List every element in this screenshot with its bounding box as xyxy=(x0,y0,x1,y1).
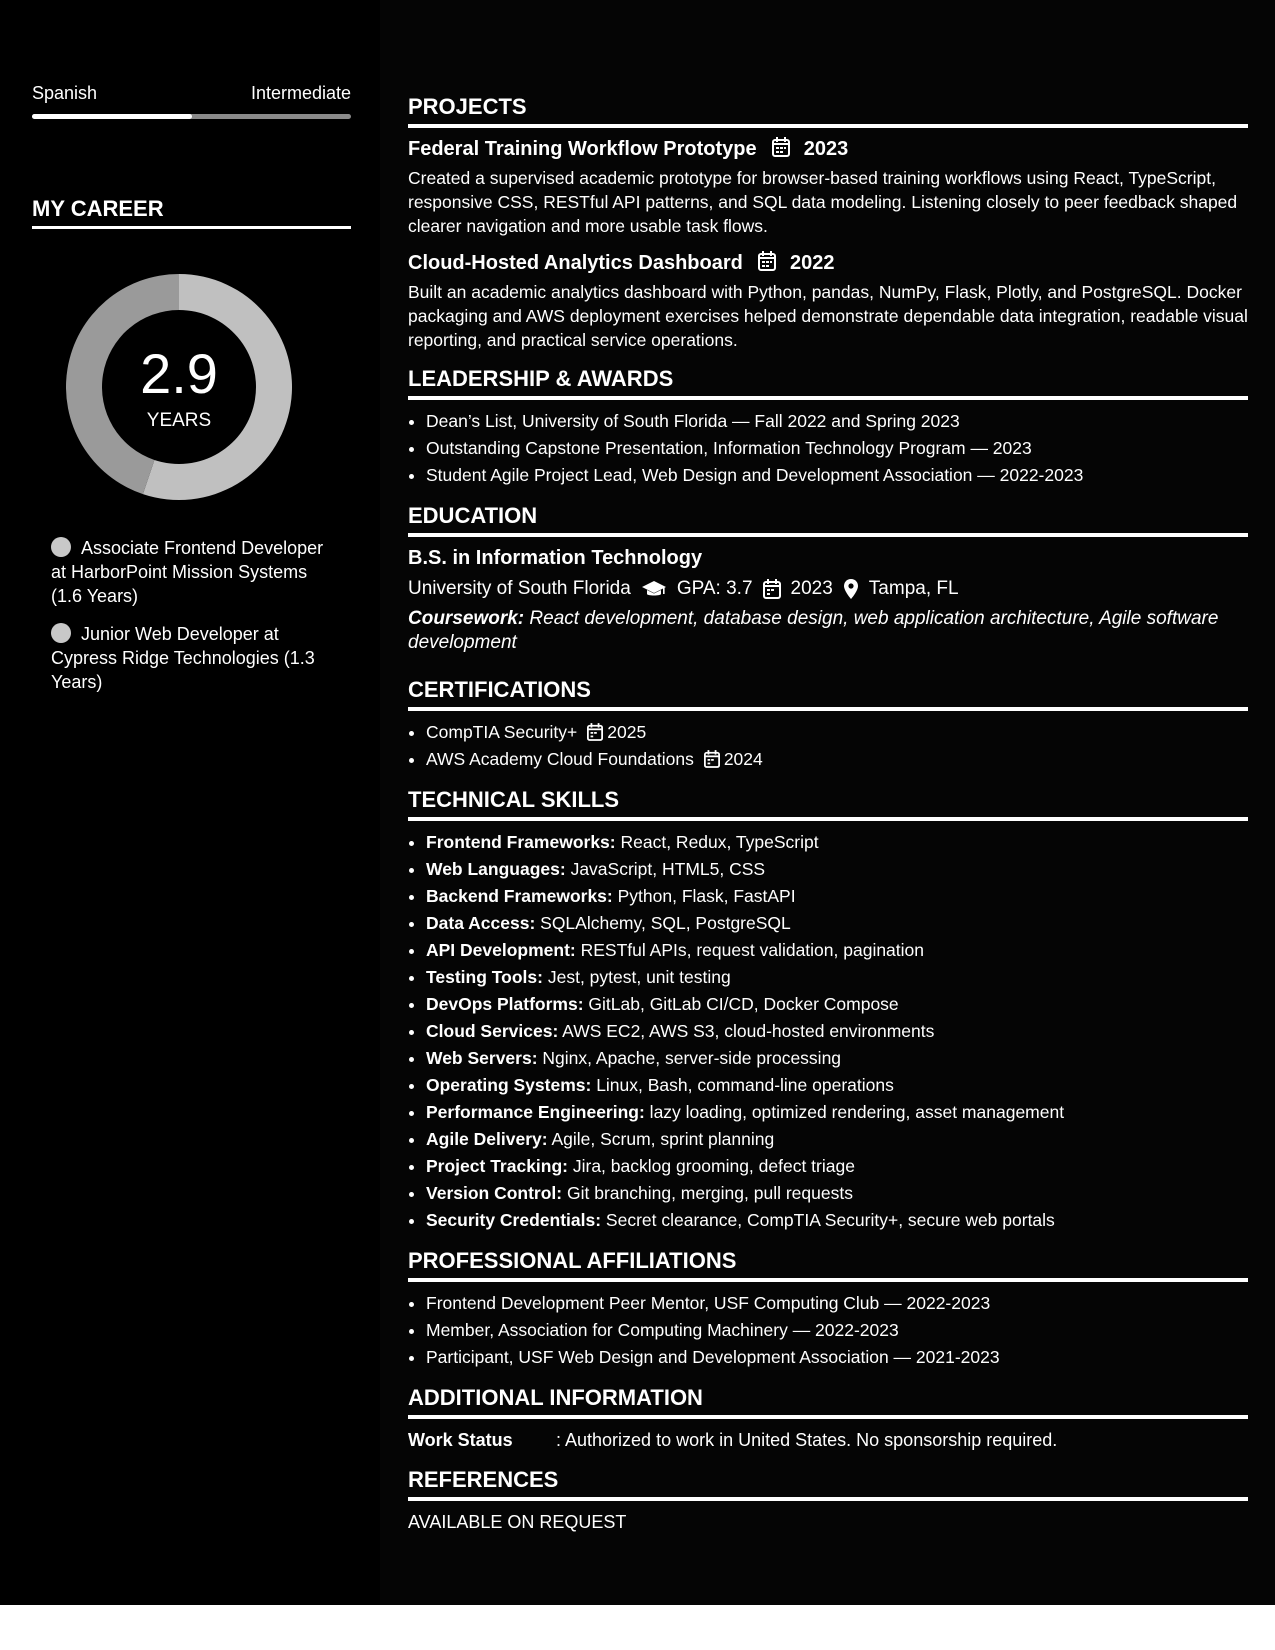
graduation-cap-icon xyxy=(641,580,667,598)
skill-label: Frontend Frameworks: xyxy=(426,832,616,852)
list-item: • Member, Association for Computing Machinery — 2022-2023 xyxy=(426,1317,1248,1344)
career-item-text: Junior Web Developer at Cypress Ridge Technologies (1.3 Years) xyxy=(51,624,315,692)
affiliations-list xyxy=(408,1290,1248,1371)
list-item: • Outstanding Capstone Presentation, Information Technology Program — 2023 xyxy=(426,435,1248,462)
section-title: PROFESSIONAL AFFILIATIONS xyxy=(408,1248,737,1273)
cert-year: 2024 xyxy=(723,749,763,769)
skill-label: API Development: xyxy=(426,940,576,960)
skill-value: JavaScript, HTML5, CSS xyxy=(565,859,766,879)
skill-value: Linux, Bash, command-line operations xyxy=(591,1075,894,1095)
affiliations-section xyxy=(408,1248,1248,1371)
skill-value: Secret clearance, CompTIA Security+, secure web portals xyxy=(601,1210,1055,1230)
leadership-section xyxy=(408,366,1248,489)
coursework xyxy=(408,607,1248,655)
career-donut-chart xyxy=(66,274,292,500)
skill-item xyxy=(426,1126,1248,1153)
list-item: • Dean’s List, University of South Florida — Fall 2022 and Spring 2023 xyxy=(426,408,1248,435)
skill-item xyxy=(426,856,1248,883)
section-rule xyxy=(408,817,1248,821)
career-item-text: Associate Frontend Developer at HarborPoint Mission Systems (1.6 Years) xyxy=(51,538,324,606)
skill-value: Python, Flask, FastAPI xyxy=(612,886,796,906)
skill-value: RESTful APIs, request validation, pagination xyxy=(575,940,925,960)
skill-label: Web Languages: xyxy=(426,859,566,879)
skill-item xyxy=(426,964,1248,991)
school-name: University of South Florida xyxy=(408,578,631,599)
graduation-year: 2023 xyxy=(790,578,833,599)
skill-value: Jest, pytest, unit testing xyxy=(542,967,731,987)
projects-section xyxy=(408,94,1248,352)
references-section xyxy=(408,1467,1248,1535)
section-title: ADDITIONAL INFORMATION xyxy=(408,1385,703,1410)
project-title xyxy=(408,136,1248,162)
skill-item xyxy=(426,1180,1248,1207)
skill-label: Operating Systems: xyxy=(426,1075,592,1095)
education-section xyxy=(408,503,1248,655)
career-item xyxy=(51,536,341,608)
coursework-label: Coursework: xyxy=(408,608,525,629)
project-title xyxy=(408,250,1248,276)
cert-year: 2025 xyxy=(607,722,647,742)
career-heading-rule xyxy=(32,226,351,229)
section-title: LEADERSHIP & AWARDS xyxy=(408,366,674,391)
list-item: • Student Agile Project Lead, Web Design and Development Association — 2022-2023 xyxy=(426,462,1248,489)
work-status-value: : Authorized to work in United States. No sponsorship required. xyxy=(556,1430,1058,1450)
list-item xyxy=(426,746,1248,773)
main-column xyxy=(380,0,1275,1605)
work-status-row xyxy=(408,1427,1248,1453)
skill-item xyxy=(426,937,1248,964)
list-item: • Frontend Development Peer Mentor, USF Computing Club — 2022-2023 xyxy=(426,1290,1248,1317)
section-rule xyxy=(408,1278,1248,1282)
skill-label: DevOps Platforms: xyxy=(426,994,584,1014)
skill-item xyxy=(426,1072,1248,1099)
bullet-dot-icon xyxy=(51,623,71,643)
skill-item xyxy=(426,829,1248,856)
degree-title: B.S. in Information Technology xyxy=(408,547,703,569)
project-name: Federal Training Workflow Prototype xyxy=(408,138,757,160)
bullet-dot-icon xyxy=(51,537,71,557)
list-item: • Participant, USF Web Design and Development Association — 2021-2023 xyxy=(426,1344,1248,1371)
project-year: 2023 xyxy=(803,138,849,160)
language-name: Spanish xyxy=(32,83,98,103)
career-list xyxy=(51,536,341,708)
skill-label: Data Access: xyxy=(426,913,536,933)
location-pin-icon xyxy=(843,578,859,600)
project-name: Cloud-Hosted Analytics Dashboard xyxy=(408,252,743,274)
skill-label: Web Servers: xyxy=(426,1048,538,1068)
skill-item xyxy=(426,991,1248,1018)
section-title: PROJECTS xyxy=(408,94,527,119)
career-item xyxy=(51,622,341,694)
skill-item xyxy=(426,1018,1248,1045)
skills-section xyxy=(408,787,1248,1234)
additional-section xyxy=(408,1385,1248,1453)
skill-value: AWS EC2, AWS S3, cloud-hosted environments xyxy=(558,1021,935,1041)
language-skill xyxy=(32,82,351,119)
skill-item xyxy=(426,910,1248,937)
career-total-unit: YEARS xyxy=(146,410,212,431)
skill-item xyxy=(426,1099,1248,1126)
career-total-years: 2.9 xyxy=(140,342,218,405)
skill-item xyxy=(426,1045,1248,1072)
section-rule xyxy=(408,1497,1248,1501)
section-rule xyxy=(408,1415,1248,1419)
project-year: 2022 xyxy=(789,252,835,274)
list-item xyxy=(426,719,1248,746)
work-status-label: Work Status xyxy=(408,1430,513,1450)
coursework-text: React development, database design, web application architecture, Agile software development xyxy=(408,608,1219,653)
career-section-header xyxy=(32,196,351,229)
project-description: Built an academic analytics dashboard with Python, pandas, NumPy, Flask, Plotly, and PostgreSQL. Docker packaging and AWS deployment exercises helped demonstrate dependable data integration, readable visual reporting, and practical service operations. xyxy=(408,282,1248,350)
skill-value: lazy loading, optimized rendering, asset management xyxy=(644,1102,1065,1122)
language-progress-bar xyxy=(32,114,351,119)
skill-label: Performance Engineering: xyxy=(426,1102,645,1122)
skill-item xyxy=(426,1207,1248,1234)
skill-label: Testing Tools: xyxy=(426,967,543,987)
section-title: EDUCATION xyxy=(408,503,538,528)
calendar-icon xyxy=(772,137,790,157)
skill-value: Jira, backlog grooming, defect triage xyxy=(568,1156,855,1176)
skills-list xyxy=(408,829,1248,1234)
skill-label: Security Credentials: xyxy=(426,1210,602,1230)
section-rule xyxy=(408,124,1248,128)
section-title: REFERENCES xyxy=(408,1467,559,1492)
cert-name: AWS Academy Cloud Foundations xyxy=(426,749,694,769)
skill-value: SQLAlchemy, SQL, PostgreSQL xyxy=(535,913,791,933)
calendar-icon xyxy=(758,251,776,271)
skill-value: Agile, Scrum, sprint planning xyxy=(547,1129,775,1149)
section-rule xyxy=(408,396,1248,400)
calendar-icon xyxy=(587,723,603,741)
career-heading: MY CAREER xyxy=(32,196,164,221)
skill-label: Project Tracking: xyxy=(426,1156,568,1176)
skill-label: Backend Frameworks: xyxy=(426,886,613,906)
skill-label: Cloud Services: xyxy=(426,1021,559,1041)
skill-value: Nginx, Apache, server-side processing xyxy=(537,1048,842,1068)
sidebar xyxy=(0,0,380,1605)
certifications-list xyxy=(408,719,1248,773)
skill-item xyxy=(426,883,1248,910)
calendar-icon xyxy=(763,579,781,599)
education-details xyxy=(408,575,1248,603)
school-location: Tampa, FL xyxy=(868,578,959,599)
section-rule xyxy=(408,707,1248,711)
skill-value: GitLab, GitLab CI/CD, Docker Compose xyxy=(583,994,899,1014)
certifications-section xyxy=(408,677,1248,773)
section-title: CERTIFICATIONS xyxy=(408,677,591,702)
project-description: Created a supervised academic prototype for browser-based training workflows using React, TypeScript, responsive CSS, RESTful API patterns, and SQL data modeling. Listening closely to peer feedback shaped clearer navigation and more usable task flows. xyxy=(408,168,1238,236)
gpa: GPA: 3.7 xyxy=(676,578,753,599)
language-level: Intermediate xyxy=(250,83,351,103)
calendar-icon xyxy=(704,750,720,768)
language-progress-fill xyxy=(32,114,192,119)
skill-label: Version Control: xyxy=(426,1183,563,1203)
cert-name: CompTIA Security+ xyxy=(426,722,578,742)
skill-value: React, Redux, TypeScript xyxy=(615,832,819,852)
section-rule xyxy=(408,533,1248,537)
section-title: TECHNICAL SKILLS xyxy=(408,787,620,812)
references-text: AVAILABLE ON REQUEST xyxy=(408,1512,627,1532)
skill-value: Git branching, merging, pull requests xyxy=(562,1183,853,1203)
skill-item xyxy=(426,1153,1248,1180)
leadership-list xyxy=(408,408,1248,489)
skill-label: Agile Delivery: xyxy=(426,1129,548,1149)
